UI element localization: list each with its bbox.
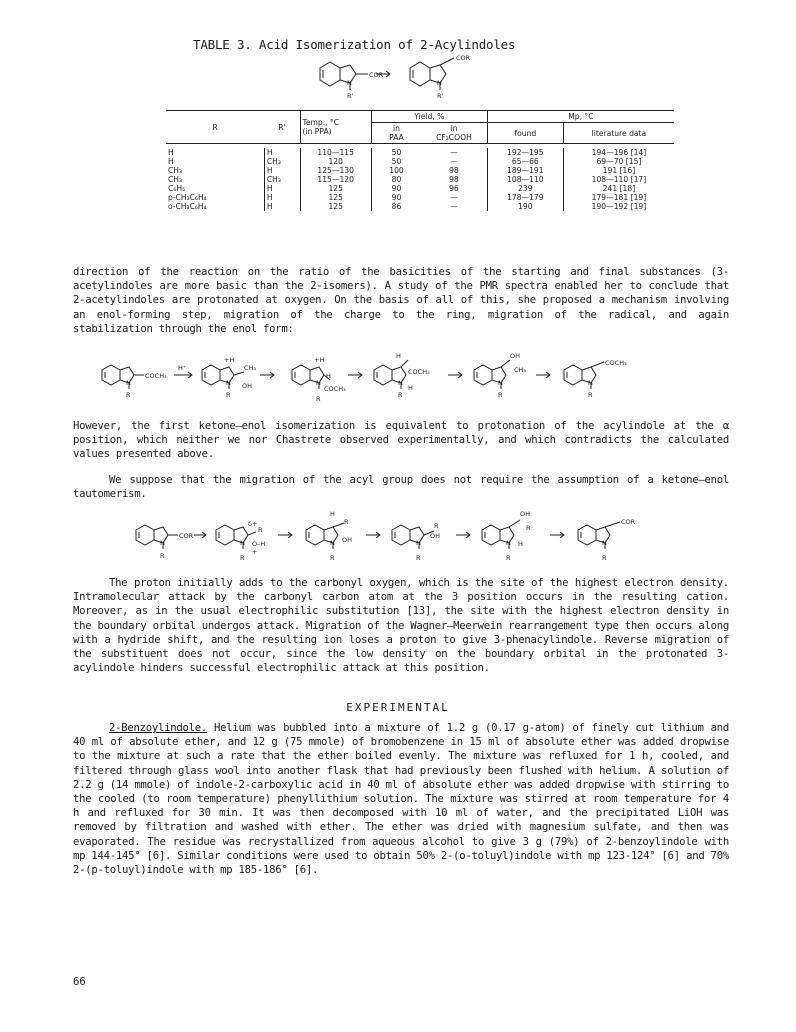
paragraph-1: direction of the reaction on the ratio of the basicities of the starting and final substances (3-acetylindoles are more basic than the 2-isomers). A study of the PMR spectra enabled her to conclude that 2-acetylindoles are protonated at oxygen. On the basis of all of this, she proposed a mechanism involving an enol-forming step, migration of the charge to the ring, migration of the radical, and again stabilization through the enol form: — [73, 266, 729, 335]
svg-text:N: N — [602, 539, 607, 547]
col-yield-paa-line1: in — [393, 124, 400, 133]
s2-h: +H — [224, 356, 235, 364]
svg-text:N: N — [506, 539, 511, 547]
s2-ch3: CH₃ — [244, 364, 257, 372]
svg-text:N: N — [226, 379, 231, 387]
cell-r: H — [168, 157, 174, 166]
cell-paa: 100 — [371, 166, 421, 175]
compound-name: 2-Benzoylindole. — [109, 722, 208, 734]
cell-temp: 120 — [300, 157, 371, 166]
svg-text:N: N — [588, 379, 593, 387]
t2-n: R — [240, 554, 245, 562]
t3-r: R — [344, 518, 349, 526]
svg-text:N: N — [437, 79, 442, 87]
cell-paa: 90 — [371, 184, 421, 193]
cell-cf: 96 — [449, 184, 459, 193]
t5-oh: OH — [520, 510, 531, 518]
cell-found: 189—191 — [487, 166, 563, 175]
svg-text:N: N — [416, 539, 421, 547]
col-r-prime: R' — [278, 122, 286, 132]
cell-r: H — [168, 148, 174, 157]
t4-oh: OH — [430, 532, 441, 540]
cell-r-prime: H — [264, 184, 300, 193]
s2-oh: OH — [242, 382, 253, 390]
cell-found: 192—195 — [487, 148, 563, 157]
col-r: R — [212, 122, 218, 132]
svg-text:N: N — [398, 379, 403, 387]
reaction-scheme-2-drawing — [130, 508, 690, 572]
t1-group: COR — [179, 532, 194, 540]
experimental-text: Helium was bubbled into a mixture of 1.2 g (0.17 g-atom) of finely cut lithium and 40 ml of absolute ether, and 12 g (75 mmole) of bromobenzene in 15 ml of absolute ether was added dropwise to the mixture at such a rate that the ether boiled evenly. The mixture was refluxed for 1 h, cooled, and filtered through glass wool into another flask that had previously been flushed with helium. A solution of 2.2 g (14 mmole) of indole-2-carboxylic acid in 40 ml of absolute ether was added dropwise with stirring to the cooled (to room temperature) phenyllithium solution. The mixture was stirred at room temperature for 4 h and refluxed for 30 min. It was then decomposed with 10 ml of water, and the precipitated LiOH was removed by filtration and washed with ether. The ether was dried with magnesium sulfate, and then was evaporated. The residue was recrystallized from aqueous alcohol to give 3 g (79%) of 2-benzoylindole with mp 144-145° [6]. Similar conditions were used to obtain 50% 2-(o-toluyl)indole with mp 123-124° [6] and 70% 2-(p-toluyl)indole with mp 185-186° [6]. — [73, 722, 729, 877]
table-row — [166, 148, 674, 157]
cell-lit: 69—70 [15] — [563, 157, 674, 166]
cell-paa: 50 — [371, 157, 421, 166]
data-table-wrapper — [166, 110, 674, 211]
t3-h: H — [330, 510, 335, 518]
cell-lit: 179—181 [19] — [563, 193, 674, 202]
cell-r-prime: CH₃ — [264, 175, 300, 184]
reaction-scheme-2 — [130, 508, 690, 572]
t3-oh: OH — [342, 536, 353, 544]
t5-r: R — [526, 524, 531, 532]
col-temp-line1: Temp., °C — [302, 118, 340, 127]
tbl-left-group: COR — [369, 71, 384, 79]
cell-paa: 90 — [371, 193, 421, 202]
s5-n: R — [498, 391, 503, 399]
s4-group: COCH₃ — [408, 368, 430, 376]
paragraph-3: We suppose that the migration of the acyl group does not require the assumption of a ketone–enol tautomerism. — [73, 474, 729, 501]
table-row — [166, 157, 674, 166]
col-yield: Yield, % — [371, 111, 487, 123]
col-yield-cf — [421, 123, 487, 144]
cell-cf: 98 — [449, 166, 459, 175]
cell-temp: 125 — [300, 184, 371, 193]
table-row — [166, 166, 674, 175]
cell-lit: 194—196 [14] — [563, 148, 674, 157]
s3-n: R — [316, 395, 321, 403]
t6-group: COR — [621, 518, 636, 526]
col-mp-found: found — [487, 123, 563, 144]
s4-h: H — [396, 352, 401, 360]
cell-r: o-CH₃C₆H₄ — [168, 202, 207, 211]
s5-ch3: CH₃ — [514, 366, 527, 374]
cell-paa: 86 — [371, 202, 421, 211]
svg-text:N: N — [498, 379, 503, 387]
cell-r-prime: H — [264, 166, 300, 175]
col-yield-cf-line1: in — [450, 124, 458, 133]
s6-n: R — [588, 391, 593, 399]
cell-cf: — — [450, 157, 458, 166]
svg-text:N: N — [330, 539, 335, 547]
cell-r: CH₃ — [168, 166, 183, 175]
cell-r-prime: H — [264, 202, 300, 211]
s4-n: R — [398, 391, 403, 399]
svg-text:N: N — [347, 79, 352, 87]
t2-delta: δ+ — [248, 520, 258, 528]
paragraph-4: The proton initially adds to the carbonyl oxygen, which is the site of the highest electron density. Intramolecular attack by the carbonyl carbon atom at the 3 position occurs in the resulting cation. Moreover, as in the usual electrophilic substitution [13], the site with the highest electron density in the boundary orbital undergos attack. Migration of the Wagner–Meerwein rearrangement type then occurs along with a hydride shift, and the resulting ion loses a proton to give 3-phenacylindole. Reverse migration of the substituent does not occur, since the low density on the boundary orbital in the protonated 3-acylindole hinders successful electrophilic attack at this position. — [73, 577, 729, 675]
cell-cf: — — [450, 193, 458, 202]
svg-text:N: N — [160, 539, 165, 547]
cell-lit: 108—110 [17] — [563, 175, 674, 184]
t2-r: R — [258, 526, 263, 534]
cell-found: 65—66 — [487, 157, 563, 166]
cell-temp: 125 — [300, 202, 371, 211]
cell-r-prime: H — [264, 148, 300, 157]
cell-r: C₆H₅ — [168, 184, 186, 193]
col-mp-lit: literature data — [563, 123, 674, 144]
cell-r: p-CH₃C₆H₄ — [168, 193, 207, 202]
col-yield-cf-line2: CF₃COOH — [436, 133, 472, 142]
cell-temp: 125—130 — [300, 166, 371, 175]
s3-group: COCH₃ — [324, 385, 346, 393]
cell-cf: — — [450, 148, 458, 157]
cell-cf: — — [450, 202, 458, 211]
t5-h: H — [518, 540, 523, 548]
table-scheme — [310, 54, 500, 106]
cell-r-prime: CH₃ — [264, 157, 300, 166]
arrow1-label: H⁺ — [178, 364, 187, 372]
reaction-scheme-1-drawing — [96, 350, 716, 410]
col-yield-paa-line2: PAA — [389, 133, 404, 142]
section-heading: EXPERIMENTAL — [346, 701, 450, 714]
cell-found: 178—179 — [487, 193, 563, 202]
t6-n: R — [602, 554, 607, 562]
paragraph-2: However, the first ketone–enol isomerization is equivalent to protonation of the acylindole at the α position, which neither we nor Chastrete observed experimentally, and which contradicts the calculated values presented above. — [73, 420, 729, 461]
table-row — [166, 184, 674, 193]
cell-found: 239 — [487, 184, 563, 193]
s2-n: R — [226, 391, 231, 399]
s1-group: COCH₃ — [145, 372, 167, 380]
cell-temp: 115—120 — [300, 175, 371, 184]
cell-found: 190 — [487, 202, 563, 211]
cell-paa: 80 — [371, 175, 421, 184]
t1-n: R — [160, 552, 165, 560]
cell-found: 108—110 — [487, 175, 563, 184]
data-table — [166, 110, 674, 211]
cell-paa: 50 — [371, 148, 421, 157]
cell-temp: 110—115 — [300, 148, 371, 157]
t3-n: R — [330, 554, 335, 562]
s1-n: R — [126, 391, 131, 399]
cell-lit: 190—192 [19] — [563, 202, 674, 211]
col-temp-line2: (in PPA) — [302, 127, 332, 136]
cell-cf: 98 — [449, 175, 459, 184]
s3-h2: H — [326, 372, 331, 380]
cell-temp: 125 — [300, 193, 371, 202]
s4-h2: H — [408, 384, 413, 392]
col-yield-paa — [371, 123, 421, 144]
table-row — [166, 193, 674, 202]
t5-n: R — [506, 554, 511, 562]
cell-r: CH₃ — [168, 175, 183, 184]
s3-h: +H — [314, 356, 325, 364]
table-scheme-drawing — [310, 54, 500, 106]
s5-oh: OH — [510, 352, 521, 360]
tbl-right-n: R' — [437, 92, 444, 100]
svg-text:N: N — [126, 379, 131, 387]
t2-oh: O–H — [252, 540, 266, 548]
tbl-left-n: R' — [347, 92, 354, 100]
reaction-scheme-1 — [96, 350, 716, 410]
table-row — [166, 175, 674, 184]
table-row — [166, 202, 674, 211]
s6-group: COCH₃ — [605, 359, 627, 367]
cell-lit: 191 [16] — [563, 166, 674, 175]
col-mp: Mp, °C — [487, 111, 674, 123]
t4-n: R — [416, 554, 421, 562]
page-number: 66 — [73, 976, 86, 988]
svg-text:N: N — [316, 379, 321, 387]
cell-r-prime: H — [264, 193, 300, 202]
t2-plus: + — [252, 548, 258, 556]
t4-r: R — [434, 522, 439, 530]
experimental-paragraph — [73, 721, 729, 877]
cell-lit: 241 [18] — [563, 184, 674, 193]
svg-text:N: N — [240, 539, 245, 547]
col-temp — [300, 111, 371, 144]
tbl-right-group: COR — [456, 54, 471, 62]
table-title: TABLE 3. Acid Isomerization of 2-Acylindoles — [193, 37, 516, 52]
